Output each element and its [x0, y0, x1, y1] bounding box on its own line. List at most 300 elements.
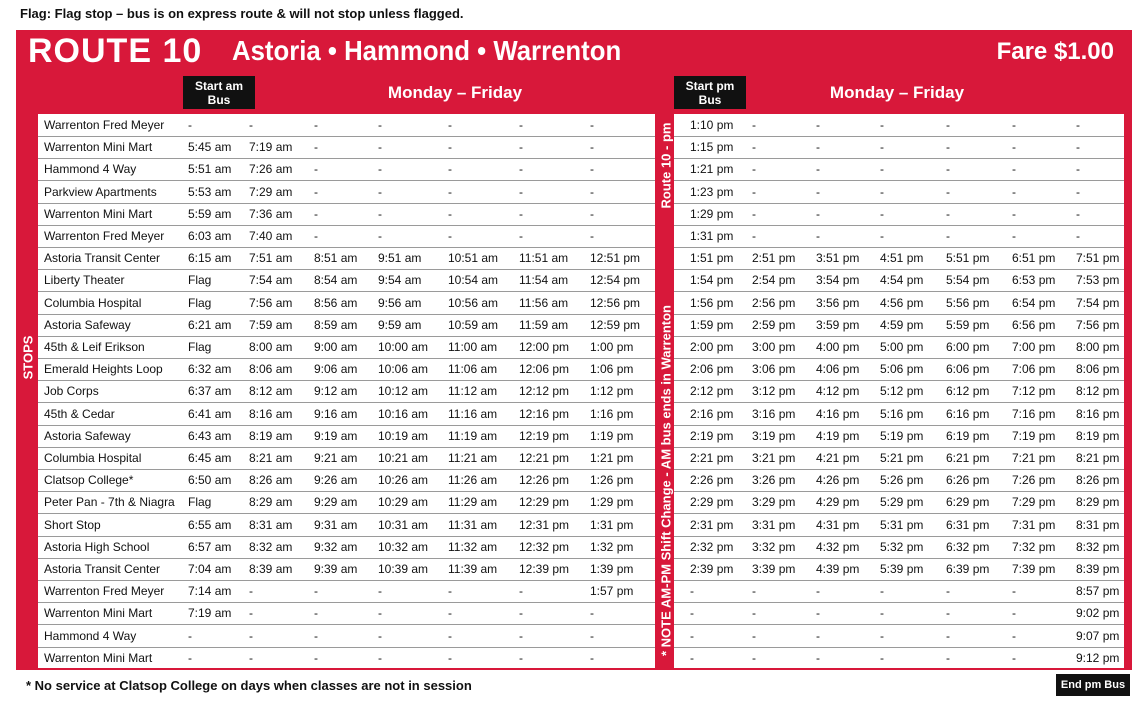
- pm-time-cell: -: [880, 650, 884, 665]
- am-time-cell: 10:29 am: [378, 495, 429, 510]
- pm-time-cell: 6:29 pm: [946, 495, 990, 510]
- pm-time-cell: 8:26 pm: [1076, 473, 1120, 488]
- am-time-cell: -: [590, 162, 594, 177]
- am-time-cell: 10:00 am: [378, 340, 429, 354]
- pm-time-cell: 1:21 pm: [690, 162, 734, 177]
- am-time-cell: 8:39 am: [249, 562, 293, 576]
- am-time-cell: 10:59 am: [448, 317, 499, 332]
- pm-table-row: [674, 158, 1124, 181]
- pm-time-cell: -: [752, 162, 756, 177]
- am-time-cell: 7:29 am: [249, 184, 293, 199]
- am-table-row: [38, 269, 655, 292]
- pm-time-cell: -: [752, 628, 756, 643]
- am-time-cell: -: [519, 650, 523, 665]
- pm-time-cell: -: [946, 184, 950, 199]
- pm-time-cell: -: [880, 606, 884, 621]
- am-time-cell: 12:31 pm: [519, 517, 570, 532]
- am-time-cell: 11:16 am: [448, 406, 498, 421]
- pm-time-cell: 5:21 pm: [880, 451, 924, 465]
- am-time-cell: 8:21 am: [249, 451, 293, 465]
- am-time-cell: 1:19 pm: [590, 428, 634, 443]
- pm-time-cell: 5:12 pm: [880, 384, 924, 399]
- pm-table-row: [674, 269, 1124, 292]
- pm-time-cell: -: [1012, 184, 1016, 199]
- pm-time-cell: -: [816, 229, 820, 243]
- am-time-cell: -: [519, 206, 523, 221]
- am-table-row: [38, 136, 655, 159]
- am-time-cell: 9:19 am: [314, 428, 358, 443]
- college-footnote: * No service at Clatsop College on days when classes are not in session: [26, 678, 472, 693]
- pm-time-cell: 9:07 pm: [1076, 628, 1120, 643]
- pm-time-cell: -: [816, 206, 820, 221]
- am-time-cell: -: [249, 628, 253, 643]
- am-table-row: [38, 602, 655, 625]
- am-time-cell: 9:51 am: [378, 251, 422, 266]
- stop-name: Peter Pan - 7th & Niagra: [44, 495, 175, 510]
- pm-time-cell: 8:19 pm: [1076, 428, 1120, 443]
- am-time-cell: 7:36 am: [249, 206, 293, 221]
- pm-table-row: [674, 314, 1124, 337]
- am-time-cell: -: [519, 584, 523, 599]
- pm-time-cell: 1:54 pm: [690, 273, 734, 288]
- pm-time-cell: 2:54 pm: [752, 273, 796, 288]
- am-time-cell: -: [378, 606, 382, 621]
- pm-time-cell: -: [946, 650, 950, 665]
- am-start-header: Start am Bus: [183, 76, 255, 109]
- pm-time-cell: -: [752, 229, 756, 243]
- am-time-cell: 9:26 am: [314, 473, 358, 488]
- pm-time-cell: 2:19 pm: [690, 428, 734, 443]
- pm-time-cell: 5:29 pm: [880, 495, 924, 510]
- stop-name: Astoria High School: [44, 539, 150, 554]
- am-table-row: [38, 203, 655, 226]
- pm-time-cell: -: [816, 184, 820, 199]
- am-time-cell: -: [378, 140, 382, 155]
- pm-time-cell: -: [690, 650, 694, 665]
- stop-name: Liberty Theater: [44, 273, 125, 288]
- pm-time-cell: -: [1012, 118, 1016, 132]
- am-time-cell: 11:26 am: [448, 473, 498, 488]
- pm-time-cell: -: [946, 140, 950, 155]
- am-table-row: [38, 336, 655, 359]
- am-time-cell: 6:03 am: [188, 229, 232, 243]
- pm-time-cell: 9:02 pm: [1076, 606, 1120, 621]
- pm-time-cell: -: [816, 606, 820, 621]
- pm-time-cell: 7:16 pm: [1012, 406, 1056, 421]
- pm-time-cell: -: [1076, 206, 1080, 221]
- pm-time-cell: 7:26 pm: [1012, 473, 1056, 488]
- pm-time-cell: 1:59 pm: [690, 317, 734, 332]
- pm-time-cell: -: [752, 650, 756, 665]
- pm-table-row: [674, 536, 1124, 559]
- pm-time-cell: -: [1076, 118, 1080, 132]
- pm-time-cell: 4:29 pm: [816, 495, 860, 510]
- stop-name: Warrenton Mini Mart: [44, 606, 153, 621]
- am-time-cell: 11:51 am: [519, 251, 569, 266]
- am-time-cell: 1:16 pm: [590, 406, 634, 421]
- pm-time-cell: -: [880, 628, 884, 643]
- pm-time-cell: 3:00 pm: [752, 340, 796, 354]
- am-time-cell: 7:54 am: [249, 273, 293, 288]
- pm-time-cell: -: [880, 162, 884, 177]
- am-time-cell: 12:06 pm: [519, 362, 570, 377]
- am-time-cell: -: [314, 206, 318, 221]
- pm-time-cell: 5:32 pm: [880, 539, 924, 554]
- am-time-cell: 12:21 pm: [519, 451, 570, 465]
- am-time-cell: 12:39 pm: [519, 562, 570, 576]
- am-time-cell: 11:59 am: [519, 317, 569, 332]
- am-time-cell: -: [378, 118, 382, 132]
- pm-table-row: [674, 625, 1124, 648]
- pm-time-cell: 7:54 pm: [1076, 295, 1120, 310]
- stop-name: Hammond 4 Way: [44, 628, 137, 643]
- am-time-cell: 6:37 am: [188, 384, 232, 399]
- pm-time-cell: 1:31 pm: [690, 229, 734, 243]
- am-time-cell: 11:39 am: [448, 562, 498, 576]
- pm-time-cell: -: [880, 118, 884, 132]
- am-time-cell: 11:32 am: [448, 539, 498, 554]
- pm-time-cell: -: [816, 650, 820, 665]
- am-time-cell: -: [519, 628, 523, 643]
- stop-name: Warrenton Fred Meyer: [44, 229, 165, 243]
- pm-time-cell: 2:06 pm: [690, 362, 734, 377]
- pm-table-row: [674, 403, 1124, 426]
- am-time-cell: 10:54 am: [448, 273, 499, 288]
- pm-table-row: [674, 114, 1124, 137]
- stop-name: Astoria Transit Center: [44, 251, 161, 266]
- pm-table-row: [674, 558, 1124, 581]
- am-time-cell: 10:26 am: [378, 473, 429, 488]
- pm-time-cell: 6:26 pm: [946, 473, 990, 488]
- pm-time-cell: 2:59 pm: [752, 317, 796, 332]
- am-time-cell: -: [314, 628, 318, 643]
- am-time-cell: 1:26 pm: [590, 473, 634, 488]
- pm-time-cell: 3:06 pm: [752, 362, 796, 377]
- pm-time-cell: 7:06 pm: [1012, 362, 1056, 377]
- am-time-cell: -: [590, 606, 594, 621]
- am-time-cell: 11:21 am: [448, 451, 498, 465]
- pm-time-cell: -: [1012, 206, 1016, 221]
- am-time-cell: 8:12 am: [249, 384, 293, 399]
- am-time-cell: 9:59 am: [378, 317, 422, 332]
- pm-time-cell: -: [816, 140, 820, 155]
- am-time-cell: 12:59 pm: [590, 317, 641, 332]
- pm-time-cell: 2:51 pm: [752, 251, 796, 266]
- am-table-row: [38, 514, 655, 537]
- am-table-row: [38, 558, 655, 581]
- pm-time-cell: 3:19 pm: [752, 428, 796, 443]
- pm-table-row: [674, 514, 1124, 537]
- am-table-row: [38, 580, 655, 603]
- am-time-cell: 12:56 pm: [590, 295, 641, 310]
- am-time-cell: 1:12 pm: [590, 384, 634, 399]
- pm-time-cell: 3:54 pm: [816, 273, 860, 288]
- am-table-row: [38, 247, 655, 270]
- am-time-cell: 9:16 am: [314, 406, 358, 421]
- am-time-cell: -: [314, 584, 318, 599]
- pm-time-cell: -: [752, 206, 756, 221]
- pm-table-row: [674, 181, 1124, 204]
- pm-time-cell: 6:51 pm: [1012, 251, 1056, 266]
- pm-time-cell: 5:00 pm: [880, 340, 924, 354]
- am-table-row: [38, 114, 655, 137]
- pm-time-cell: -: [1012, 584, 1016, 599]
- am-time-cell: 11:12 am: [448, 384, 498, 399]
- am-time-cell: 10:51 am: [448, 251, 499, 266]
- pm-time-cell: 4:16 pm: [816, 406, 860, 421]
- am-time-cell: 6:21 am: [188, 317, 232, 332]
- stop-name: Short Stop: [44, 517, 101, 532]
- am-time-cell: 1:57 pm: [590, 584, 634, 599]
- am-time-cell: 5:51 am: [188, 162, 232, 177]
- pm-time-cell: 3:12 pm: [752, 384, 796, 399]
- pm-time-cell: 2:00 pm: [690, 340, 734, 354]
- am-time-cell: -: [448, 184, 452, 199]
- am-time-cell: 10:32 am: [378, 539, 429, 554]
- am-time-cell: 8:16 am: [249, 406, 293, 421]
- am-time-cell: -: [590, 184, 594, 199]
- am-time-cell: -: [590, 628, 594, 643]
- pm-time-cell: 4:00 pm: [816, 340, 860, 354]
- pm-time-cell: 5:19 pm: [880, 428, 924, 443]
- stop-name: Astoria Safeway: [44, 317, 131, 332]
- stop-name: Astoria Safeway: [44, 428, 131, 443]
- am-time-cell: -: [378, 206, 382, 221]
- am-time-cell: 1:21 pm: [590, 451, 634, 465]
- am-time-cell: 10:19 am: [378, 428, 429, 443]
- pm-time-cell: 1:29 pm: [690, 206, 734, 221]
- pm-time-cell: 8:12 pm: [1076, 384, 1120, 399]
- pm-time-cell: 7:31 pm: [1012, 517, 1056, 532]
- am-time-cell: 12:19 pm: [519, 428, 570, 443]
- stop-name: Warrenton Mini Mart: [44, 206, 153, 221]
- pm-time-cell: 4:54 pm: [880, 273, 924, 288]
- end-pm-bus-label: End pm Bus: [1056, 674, 1130, 696]
- stop-name: Columbia Hospital: [44, 451, 142, 465]
- am-time-cell: -: [378, 628, 382, 643]
- am-time-cell: 6:55 am: [188, 517, 232, 532]
- pm-time-cell: -: [1076, 229, 1080, 243]
- pm-time-cell: -: [752, 118, 756, 132]
- pm-time-cell: 7:39 pm: [1012, 562, 1056, 576]
- pm-time-cell: 7:53 pm: [1076, 273, 1120, 288]
- pm-time-cell: 2:12 pm: [690, 384, 734, 399]
- am-time-cell: -: [188, 118, 192, 132]
- pm-time-cell: 8:16 pm: [1076, 406, 1120, 421]
- am-time-cell: -: [590, 118, 594, 132]
- am-time-cell: -: [314, 140, 318, 155]
- am-table-row: [38, 447, 655, 470]
- stop-name: Clatsop College*: [44, 473, 134, 488]
- pm-time-cell: 8:31 pm: [1076, 517, 1120, 532]
- pm-time-cell: -: [690, 606, 694, 621]
- am-time-cell: 10:39 am: [378, 562, 429, 576]
- pm-time-cell: 4:56 pm: [880, 295, 924, 310]
- am-table-row: [38, 314, 655, 337]
- pm-table-row: [674, 469, 1124, 492]
- am-time-cell: -: [188, 628, 192, 643]
- am-time-cell: 5:45 am: [188, 140, 232, 155]
- am-time-cell: -: [448, 118, 452, 132]
- pm-time-cell: 8:06 pm: [1076, 362, 1120, 377]
- am-time-cell: 9:54 am: [378, 273, 422, 288]
- pm-time-cell: 5:39 pm: [880, 562, 924, 576]
- pm-time-cell: 3:39 pm: [752, 562, 796, 576]
- pm-days-header: Monday – Friday: [829, 82, 965, 102]
- am-time-cell: 12:29 pm: [519, 495, 570, 510]
- pm-time-cell: 6:19 pm: [946, 428, 990, 443]
- am-time-cell: 9:56 am: [378, 295, 422, 310]
- pm-time-cell: 7:51 pm: [1076, 251, 1120, 266]
- pm-time-cell: -: [816, 162, 820, 177]
- am-table-row: [38, 491, 655, 514]
- stop-name: 45th & Cedar: [44, 406, 115, 421]
- route-title: ROUTE 10: [28, 31, 203, 70]
- pm-time-cell: 1:10 pm: [690, 118, 734, 132]
- pm-time-cell: 4:59 pm: [880, 317, 924, 332]
- stop-name: Hammond 4 Way: [44, 162, 137, 177]
- am-table-row: [38, 380, 655, 403]
- am-time-cell: -: [519, 229, 523, 243]
- am-time-cell: -: [519, 162, 523, 177]
- am-time-cell: 12:51 pm: [590, 251, 641, 266]
- pm-time-cell: 4:06 pm: [816, 362, 860, 377]
- pm-time-cell: 2:31 pm: [690, 517, 734, 532]
- am-time-cell: 8:06 am: [249, 362, 293, 377]
- pm-time-cell: 5:16 pm: [880, 406, 924, 421]
- pm-time-cell: 4:19 pm: [816, 428, 860, 443]
- am-time-cell: 9:39 am: [314, 562, 358, 576]
- pm-time-cell: 7:19 pm: [1012, 428, 1056, 443]
- pm-table-row: [674, 336, 1124, 359]
- pm-time-cell: -: [1012, 162, 1016, 177]
- pm-time-cell: 2:29 pm: [690, 495, 734, 510]
- am-time-cell: 7:51 am: [249, 251, 293, 266]
- pm-time-cell: 3:56 pm: [816, 295, 860, 310]
- stop-name: 45th & Leif Erikson: [44, 340, 145, 354]
- am-time-cell: 11:29 am: [448, 495, 498, 510]
- pm-time-cell: 8:00 pm: [1076, 340, 1120, 354]
- pm-time-cell: 6:12 pm: [946, 384, 990, 399]
- pm-time-cell: -: [946, 584, 950, 599]
- stop-name: Warrenton Mini Mart: [44, 650, 153, 665]
- am-time-cell: -: [519, 118, 523, 132]
- am-time-cell: Flag: [188, 495, 212, 510]
- am-time-cell: 8:19 am: [249, 428, 293, 443]
- fare-label: Fare $1.00: [996, 38, 1114, 65]
- am-time-cell: 11:00 am: [448, 340, 498, 354]
- am-time-cell: 10:56 am: [448, 295, 499, 310]
- am-time-cell: 1:06 pm: [590, 362, 634, 377]
- pm-time-cell: 4:39 pm: [816, 562, 860, 576]
- am-time-cell: -: [519, 140, 523, 155]
- am-time-cell: -: [314, 118, 318, 132]
- am-table-row: [38, 358, 655, 381]
- am-time-cell: 10:12 am: [378, 384, 429, 399]
- am-time-cell: -: [590, 206, 594, 221]
- am-table-row: [38, 425, 655, 448]
- pm-time-cell: 3:29 pm: [752, 495, 796, 510]
- am-time-cell: 9:32 am: [314, 539, 358, 554]
- pm-time-cell: 5:26 pm: [880, 473, 924, 488]
- am-time-cell: 9:06 am: [314, 362, 358, 377]
- am-time-cell: 7:56 am: [249, 295, 293, 310]
- pm-time-cell: 6:00 pm: [946, 340, 990, 354]
- pm-time-cell: 2:21 pm: [690, 451, 734, 465]
- am-time-cell: 11:31 am: [448, 517, 498, 532]
- am-time-cell: 10:06 am: [378, 362, 429, 377]
- am-time-cell: 9:31 am: [314, 517, 358, 532]
- am-time-cell: -: [590, 229, 594, 243]
- am-time-cell: -: [314, 606, 318, 621]
- am-time-cell: 9:21 am: [314, 451, 358, 465]
- pm-table-row: [674, 380, 1124, 403]
- am-time-cell: 8:59 am: [314, 317, 358, 332]
- am-time-cell: 11:19 am: [448, 428, 498, 443]
- pm-time-cell: 6:16 pm: [946, 406, 990, 421]
- pm-time-cell: 1:15 pm: [690, 140, 734, 155]
- pm-time-cell: -: [880, 206, 884, 221]
- am-table-row: [38, 625, 655, 648]
- pm-time-cell: 4:26 pm: [816, 473, 860, 488]
- pm-start-header: Start pm Bus: [674, 76, 746, 109]
- pm-time-cell: 1:51 pm: [690, 251, 734, 266]
- am-time-cell: Flag: [188, 295, 212, 310]
- am-time-cell: -: [448, 650, 452, 665]
- pm-time-cell: -: [946, 606, 950, 621]
- am-table-row: [38, 181, 655, 204]
- pm-time-cell: 8:57 pm: [1076, 584, 1120, 599]
- am-time-cell: 9:12 am: [314, 384, 358, 399]
- pm-table-row: [674, 447, 1124, 470]
- pm-time-cell: -: [1012, 650, 1016, 665]
- pm-table-row: [674, 425, 1124, 448]
- pm-time-cell: -: [880, 140, 884, 155]
- pm-time-cell: -: [690, 628, 694, 643]
- am-time-cell: -: [519, 184, 523, 199]
- am-time-cell: -: [448, 628, 452, 643]
- am-time-cell: -: [378, 584, 382, 599]
- pm-time-cell: -: [816, 584, 820, 599]
- pm-time-cell: -: [752, 184, 756, 199]
- am-time-cell: -: [590, 140, 594, 155]
- title-bar: [16, 30, 1132, 72]
- pm-time-cell: -: [1076, 162, 1080, 177]
- pm-time-cell: 2:56 pm: [752, 295, 796, 310]
- pm-time-cell: -: [946, 162, 950, 177]
- pm-table-row: [674, 225, 1124, 248]
- pm-time-cell: 5:06 pm: [880, 362, 924, 377]
- pm-time-cell: 7:29 pm: [1012, 495, 1056, 510]
- pm-time-cell: -: [1076, 184, 1080, 199]
- am-time-cell: -: [448, 606, 452, 621]
- pm-time-cell: 5:54 pm: [946, 273, 990, 288]
- pm-time-cell: -: [880, 184, 884, 199]
- am-time-cell: 7:04 am: [188, 562, 232, 576]
- am-time-cell: -: [448, 162, 452, 177]
- pm-time-cell: -: [816, 118, 820, 132]
- pm-time-cell: 3:51 pm: [816, 251, 860, 266]
- pm-time-cell: 7:00 pm: [1012, 340, 1056, 354]
- stop-name: Warrenton Mini Mart: [44, 140, 153, 155]
- pm-time-cell: 3:21 pm: [752, 451, 796, 465]
- am-time-cell: -: [378, 184, 382, 199]
- pm-time-cell: 7:32 pm: [1012, 539, 1056, 554]
- am-time-cell: 8:00 am: [249, 340, 293, 354]
- am-time-cell: 7:14 am: [188, 584, 232, 599]
- pm-time-cell: 2:39 pm: [690, 562, 734, 576]
- am-time-cell: -: [188, 650, 192, 665]
